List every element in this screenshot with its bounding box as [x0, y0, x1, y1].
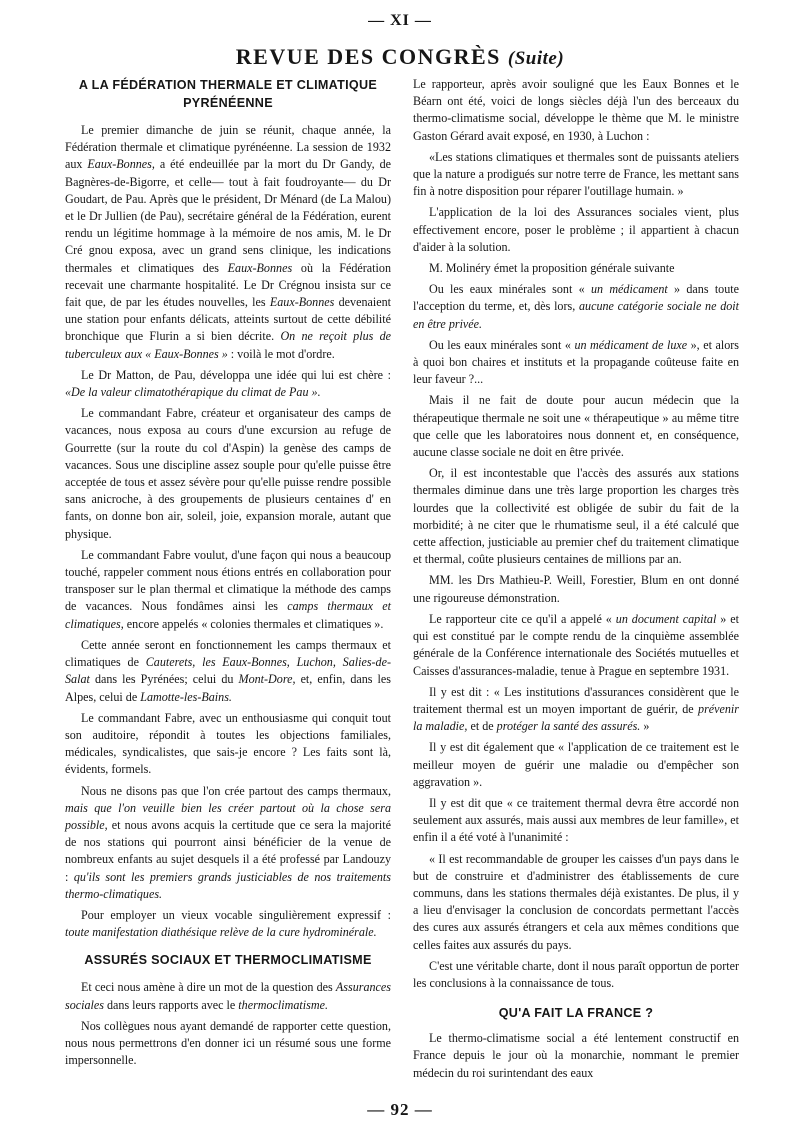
- page-title-suffix: (Suite): [507, 48, 565, 69]
- quote-paragraph: « Il est recommandable de grouper les caisses d'un pays dans le but de construire et d'administrer des établissements de cure communs, dans les stations thermales déjà existantes. De plus, il y a lieu d'envisager la conclusion de concordats permettant l'accès des cures aux assurés étrangers et cela aux mêmes conditions que celles faites aux assurés du pays.: [413, 851, 739, 952]
- paragraph: [413, 611, 739, 680]
- paragraph: [413, 281, 739, 333]
- text-run: Ou les eaux minérales sont «: [429, 337, 575, 352]
- italic-run: mais que l'on veuille bien les créer partout où la chose sera possible,: [65, 800, 391, 832]
- paragraph: C'est une véritable charte, dont il nous paraît opportun de porter les conclusions à la connaissance de tous.: [413, 958, 739, 990]
- paragraph: Le commandant Fabre, créateur et organisateur des camps de vacances, nous exposa au cours d'une excursion au refuge de Gourrette (sur la route du col d'Aspin) la genèse des camps de vacances. Sous une discipline assez souple pour qu'elle puisse être acceptée de tous et assez sévère pour qu'elle puisse rendre possible sans anicroche, à des groupements de plusieurs centaines d' en fants, on donne bon air, soleil, joie, expansion morale, autant que physique.: [65, 406, 391, 541]
- left-column: [65, 76, 391, 1073]
- paragraph: M. Molinéry émet la proposition générale suivante: [429, 261, 675, 276]
- italic-run: protéger la santé des assurés.: [496, 719, 641, 734]
- quote-paragraph: «Les stations climatiques et thermales sont de puissants ateliers que la nature a prodigués sur notre terre de France, les mettant sans fin à notre disposition pour réparer l'outillage humain. »: [413, 149, 739, 199]
- page-title: [0, 44, 800, 70]
- paragraph: [65, 367, 391, 401]
- roman-page-number: — XI —: [368, 12, 432, 29]
- text-run: Ou les eaux minérales sont «: [429, 282, 591, 297]
- section-title-federation: A LA FÉDÉRATION THERMALE ET CLIMATIQUE PYRÉNÉENNE: [78, 78, 378, 110]
- italic-run: prévenir la maladie,: [413, 701, 739, 734]
- text-run: Et ceci nous amène à dire un mot de la question des: [81, 980, 336, 995]
- text-run: devenaient une station pour enfants délicats, atteints surtout de cette débilité bronchique que Flurin a si bien décrite.: [65, 295, 391, 344]
- paragraph: [65, 907, 391, 941]
- text-run: a été endeuillée par la mort du Dr Gandy, de Bagnères-de-Bigorre, et celle— tout à fait foudroyante— du Dr Goudart, de Pau. Après que le président, Dr Ménard (de La Malou) et le Dr Jullien (de Pau), secrétaire général de la Fédération, eurent rendu un légitime hommage à la mémoire de nos amis, M. le Dr Cré gnou exposa, avec un grand sens clinique, les indications thermales et climatiques des: [65, 157, 391, 275]
- paragraph: Nos collègues nous ayant demandé de rapporter cette question, nous nous permettrons d'en donner ici un résumé sous une forme impersonnelle.: [65, 1018, 391, 1068]
- italic-run: un médicament de luxe: [574, 337, 688, 352]
- paragraph: Le commandant Fabre, avec un enthousiasme qui conquit tout son auditoire, répondit à toutes les objections familiales, médicales, syndicalistes, que sais-je encore ? Les faits sont là, évidents, formels.: [65, 710, 391, 777]
- text-run: et, enfin, dans les Alpes, celui de: [65, 672, 391, 704]
- italic-run: Eaux-Bonnes,: [87, 157, 155, 172]
- paragraph: Il y est dit que « ce traitement thermal devra être accordé non seulement aux assurés, mais aussi aux membres de leur famille», et enfin il a été voté à l'unanimité :: [413, 795, 739, 845]
- italic-run: aucune catégorie sociale ne doit en être privée.: [413, 299, 740, 331]
- text-run: »: [640, 719, 650, 734]
- paragraph: [65, 979, 391, 1013]
- italic-run: Lamotte-les-Bains.: [140, 689, 232, 704]
- paragraph: Mais il ne fait de doute pour aucun médecin que la thérapeutique thermale ne soit une « thérapeutique » au même titre que celle que les laboratoires nous donnent et, en conséquence, aucune classe sociale ne doit en être privée.: [413, 393, 739, 460]
- paragraph: [413, 337, 739, 389]
- text-run: : voilà le mot d'ordre.: [227, 346, 335, 361]
- page-number: — 92 —: [367, 1100, 433, 1119]
- text-run: dans leurs rapports avec le: [103, 997, 239, 1012]
- text-run: Il y est dit : « Les institutions d'assurances considèrent que le traitement thermal est un moyen important de guérir, de: [413, 684, 739, 716]
- italic-run: toute manifestation diathésique relève de la cure hydrominérale.: [65, 925, 377, 940]
- italic-run: camps thermaux et climatiques,: [65, 599, 392, 631]
- italic-run: «De la valeur climatothérapique du climat de Pau ».: [65, 385, 321, 400]
- paragraph: Le rapporteur, après avoir souligné que les Eaux Bonnes et le Béarn ont été, voici de longs siècles déjà l'un des berceaux du thermo-climatisme social, développe le thème que M. le ministre Gaston Gérard avait exposé, en 1930, à Luchon :: [413, 77, 739, 143]
- italic-run: Mont-Dore,: [238, 672, 296, 687]
- text-run: dans les Pyrénées; celui du: [89, 672, 239, 687]
- italic-run: Eaux-Bonnes: [227, 260, 293, 275]
- italic-run: Eaux-Bonnes: [269, 295, 335, 310]
- text-run: Le premier dimanche de juin se réunit, chaque année, la Fédération thermale et climatique pyrénéenne. La session de 1932 aux: [65, 123, 391, 172]
- section-title-france: QU'A FAIT LA FRANCE ?: [498, 1006, 654, 1021]
- text-run: Pour employer un vieux vocable singulièrement expressif :: [81, 907, 391, 922]
- italic-run: un document capital: [615, 611, 717, 626]
- paragraph: [65, 122, 391, 363]
- italic-run: On ne reçoit plus de tuberculeux aux « Eaux-Bonnes »: [65, 329, 392, 361]
- text-run: où la Fédération recevait une charmante hospitalité. Le Dr Crégnou insista sur ce fait que, de par les études nouvelles, les: [65, 260, 391, 310]
- text-run: Le commandant Fabre voulut, d'une façon qui nous a beaucoup touché, rappeler comment nous étions entrés en collaboration pour transposer sur le plan thermal et climatique la méthode des camps de vacances. Nous fondâmes ainsi les: [65, 547, 391, 614]
- text-run: », et alors à quoi bon chaires et instituts et la propagande coûteuse faite en leur faveur ?...: [413, 337, 739, 387]
- text-run: Cette année seront en fonctionnement les camps thermaux et climatiques de: [65, 637, 391, 670]
- text-run: » dans toute l'acception du terme, et, dès lors,: [413, 282, 740, 314]
- section-title-assures-sociaux: ASSURÉS SOCIAUX ET THERMOCLIMATISME: [84, 953, 372, 968]
- paragraph: MM. les Drs Mathieu-P. Weill, Forestier, Blum en ont donné une rigoureuse démonstration.: [413, 573, 739, 605]
- text-run: » et qui est constitué par le compte rendu de la cinquième assemblée générale de la Conférence internationale des Sociétés mutuelles et Caisses d'assurances-maladie, tenue à Prague en septembre 1931.: [413, 611, 739, 678]
- italic-run: thermoclimatisme.: [238, 997, 328, 1012]
- text-run: et de: [467, 719, 497, 734]
- paragraph: [65, 637, 391, 706]
- paragraph: Il y est dit également que « l'application de ce traitement est le meilleur moyen de guérir une maladie ou d'empêcher son aggravation ».: [413, 740, 739, 789]
- page-title-text: REVUE DES CONGRÈS: [235, 44, 501, 69]
- text-run: Le Dr Matton, de Pau, développa une idée qui lui est chère :: [81, 367, 391, 382]
- paragraph: [65, 547, 391, 633]
- text-run: et nous avons acquis la certitude que ce sera la majorité de nos stations qui pourront ainsi bénéficier de la venue de nombreux enfants au sujet desquels il a été professé par Landouzy :: [65, 817, 391, 884]
- italic-run: qu'ils sont les premiers grands justiciables de nos traitements thermo-climatiques.: [65, 869, 391, 901]
- text-run: Nous ne disons pas que l'on crée partout des camps thermaux,: [81, 783, 391, 798]
- paragraph: L'application de la loi des Assurances sociales vient, plus effectivement encore, poser le problème ; il appartient à chacun d'aider à la solution.: [413, 205, 739, 254]
- paragraph: Le thermo-climatisme social a été lentement constructif en France depuis le jour où la monarchie, nommant le premier médecin du roi surintendant des eaux: [413, 1031, 739, 1080]
- paragraph: [65, 783, 391, 903]
- right-column: [413, 76, 739, 1086]
- italic-run: Assurances sociales: [65, 980, 391, 1012]
- text-run: encore appelés « colonies thermales et climatiques ».: [123, 616, 384, 631]
- italic-run: un médicament: [590, 282, 668, 297]
- paragraph: [413, 684, 739, 736]
- paragraph: Or, il est incontestable que l'accès des assurés aux stations thermales diminue dans une très large proportion les charges très lourdes que la collectivité est obligée de subir du fait de la morbidité; à ne citer que le rhumatisme seul, il a été calculé que cette affection, justiciable au premier chef du traitement climatique et thermal, coûte plusieurs centaines de millions par an.: [413, 466, 739, 567]
- italic-run: Cauterets, les Eaux-Bonnes, Luchon, Salies-de-Salat: [65, 655, 392, 687]
- text-run: Le rapporteur cite ce qu'il a appelé «: [429, 611, 616, 626]
